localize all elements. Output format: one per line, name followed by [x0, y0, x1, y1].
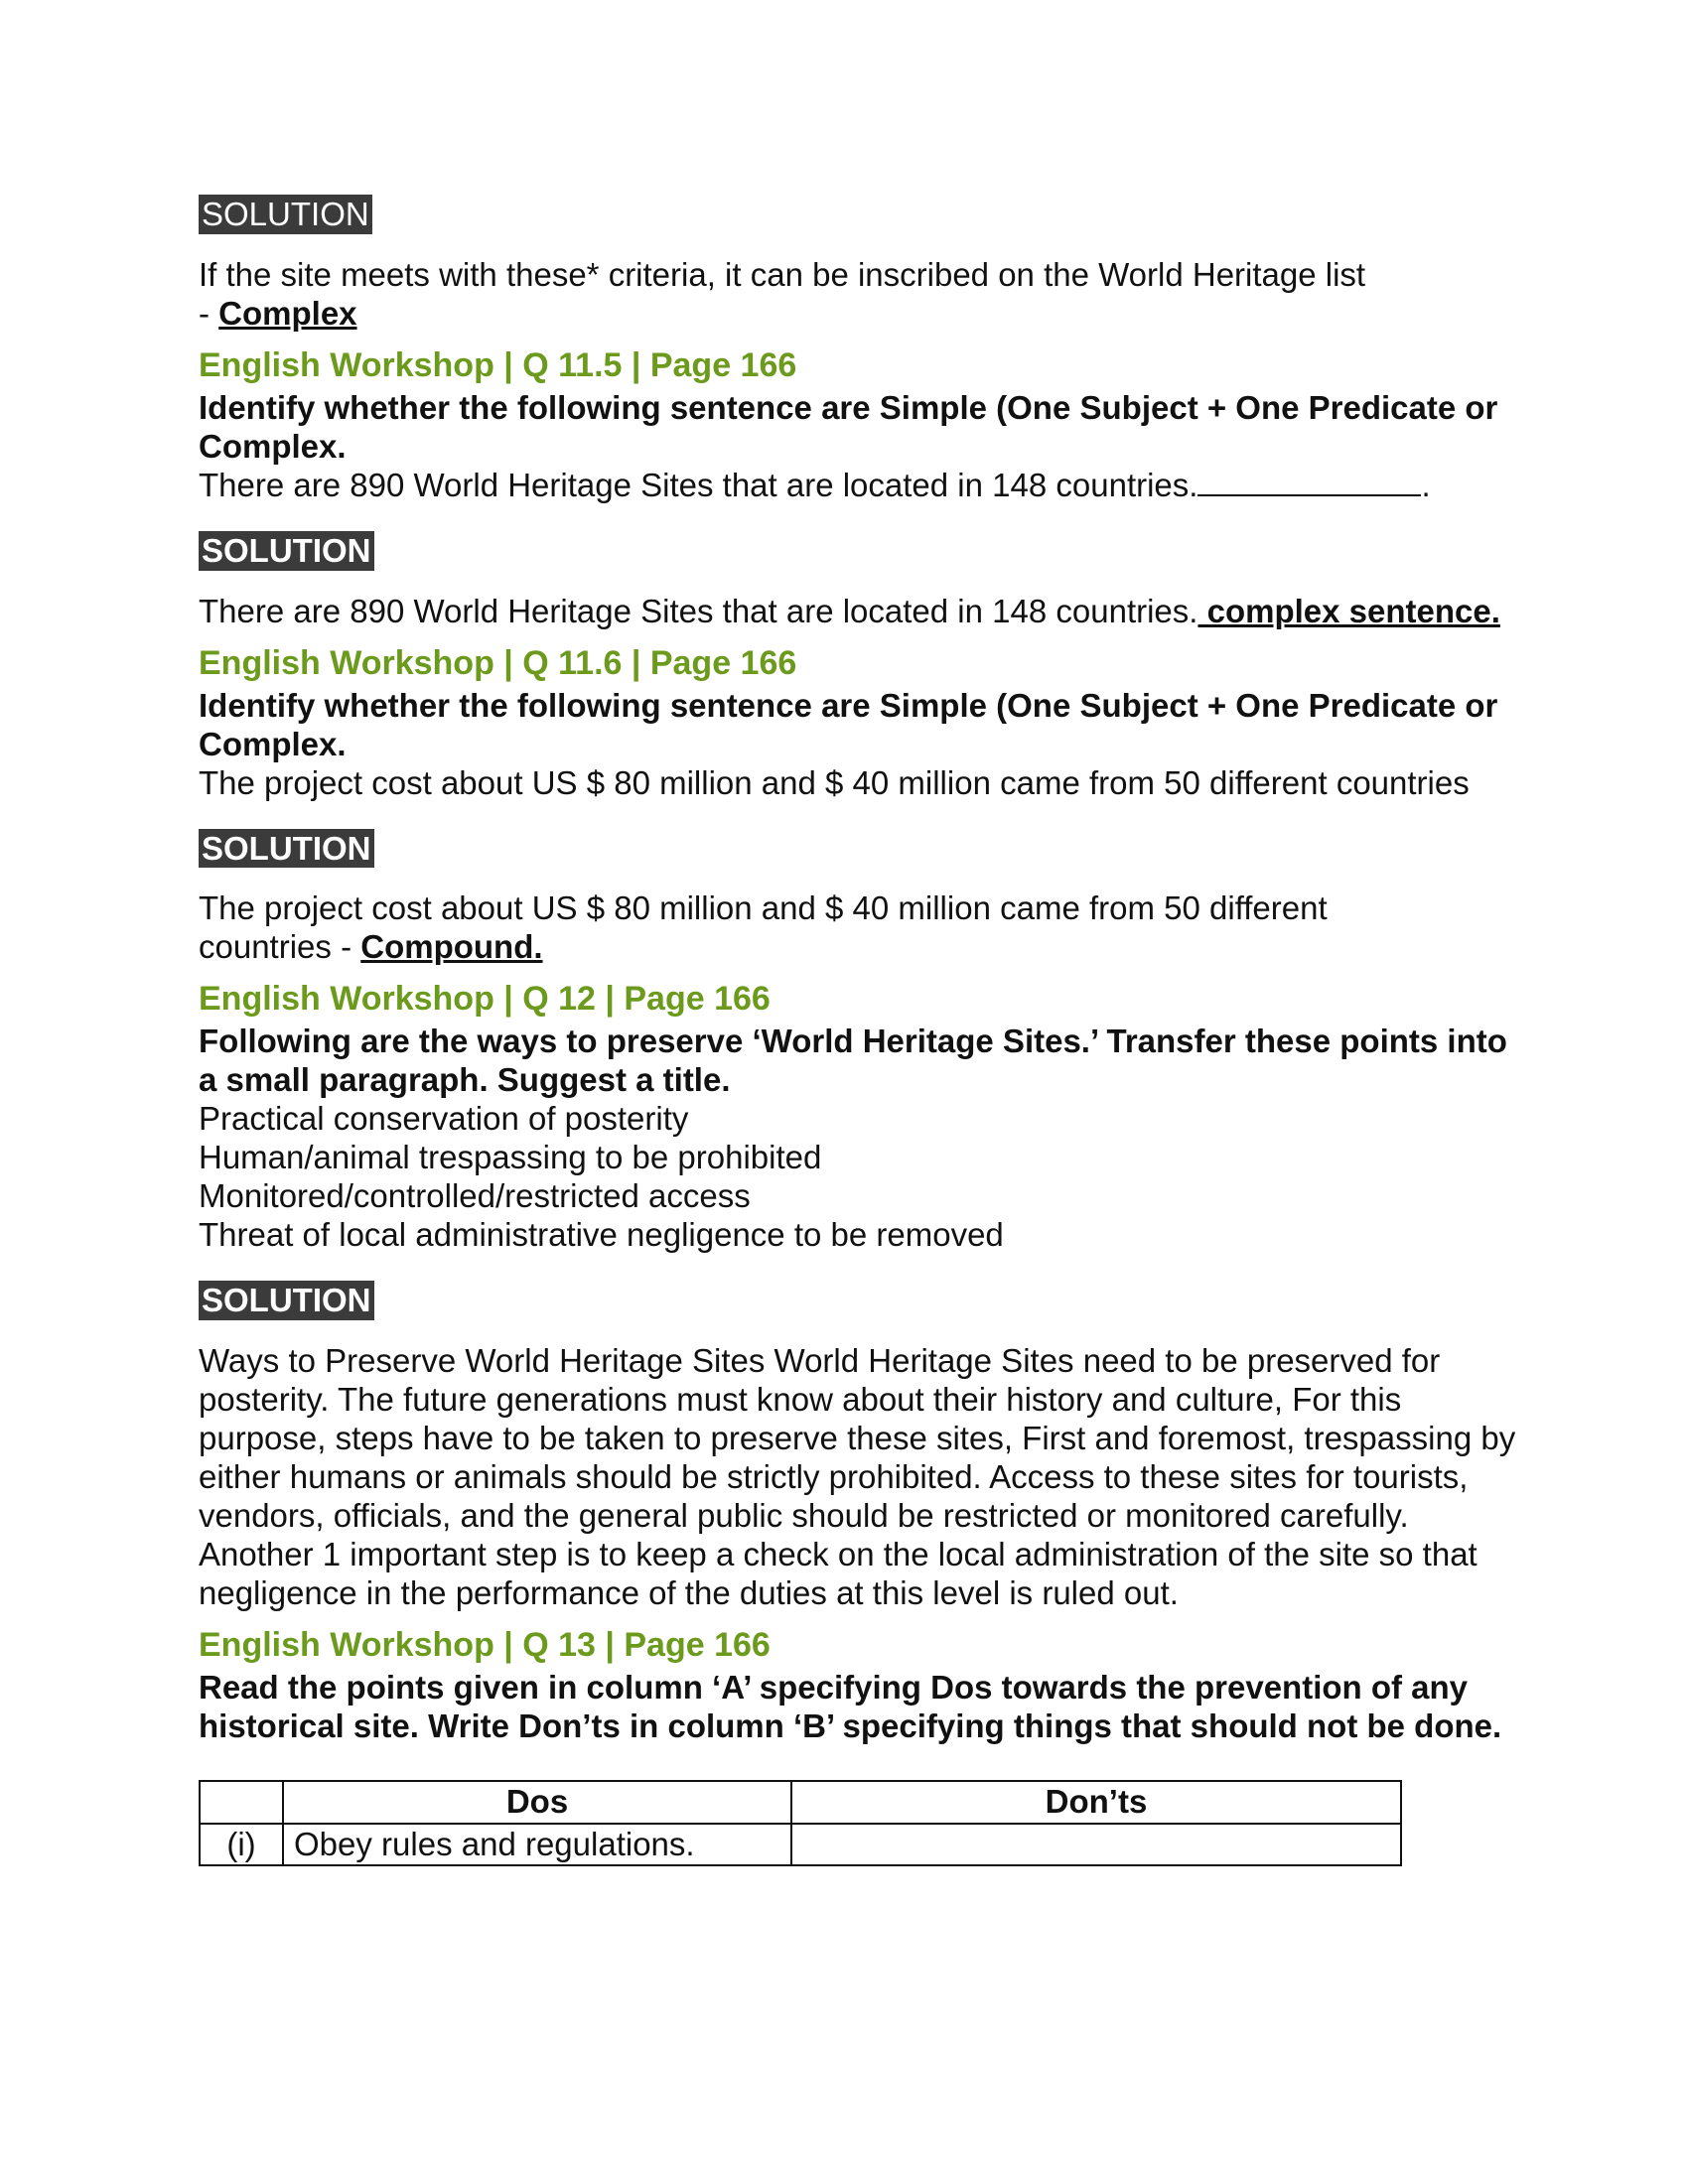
question-sentence: The project cost about US $ 80 million and $ 40 million came from 50 different countries: [199, 763, 1470, 801]
question-heading: English Workshop | Q 13 | Page 166: [199, 1625, 771, 1664]
dos-donts-table: [199, 1780, 1402, 1867]
solution-text: [199, 593, 1519, 631]
table-cell-donts: [791, 1824, 1401, 1866]
solution-badge: SOLUTION: [199, 531, 374, 571]
list-item: Practical conservation of posterity: [199, 1100, 689, 1138]
list-item: Threat of local administrative negligence to be removed: [199, 1216, 1004, 1254]
table-header-row: [200, 1781, 1401, 1824]
points-list: [199, 1100, 1519, 1255]
solution-line: If the site meets with these* criteria, it can be inscribed on the World Heritage list: [199, 255, 1366, 293]
question-text: Read the points given in column ‘A’ specifying Dos towards the prevention of any historical site. Write Don’ts in column ‘B’ specifying things that should not be done.: [199, 1668, 1502, 1744]
solution-text: [199, 889, 1370, 967]
sentence-text: There are 890 World Heritage Sites that are located in 148 countries.: [199, 466, 1198, 503]
question-heading: English Workshop | Q 11.5 | Page 166: [199, 345, 797, 384]
table-cell-dos: Obey rules and regulations.: [283, 1824, 791, 1866]
solution-sentence: The project cost about US $ 80 million and $ 40 million came from 50 different countries -: [199, 889, 1328, 966]
question-text: Identify whether the following sentence are Simple (One Subject + One Predicate or Complex.: [199, 686, 1498, 762]
solution-badge: SOLUTION: [199, 195, 372, 234]
solution-sentence: There are 890 World Heritage Sites that are located in 148 countries.: [199, 592, 1198, 629]
answer-label: Complex: [218, 294, 357, 332]
document-page: [199, 195, 1519, 1866]
table-cell-index: (i): [200, 1824, 283, 1866]
solution-badge: SOLUTION: [199, 829, 374, 869]
answer-label: Compound.: [360, 928, 543, 966]
question-sentence: [199, 467, 1519, 505]
answer-label: complex sentence.: [1197, 592, 1500, 629]
solution-paragraph: Ways to Preserve World Heritage Sites World Heritage Sites need to be preserved for posterity. The future generations must know about their history and culture, For this purpose, steps have to be taken to preserve these sites, First and foremost, trespassing by either humans or animals should be strictly prohibited. Access to these sites for tourists, vendors, officials, and the general public should be restricted or monitored carefully. Another 1 important step is to keep a check on the local administration of the site so that negligence in the performance of the duties at this level is ruled out.: [199, 1342, 1516, 1611]
answer-prefix: -: [199, 294, 219, 332]
table-header-donts: Don’ts: [791, 1781, 1401, 1824]
table-row: [200, 1824, 1401, 1866]
table-header-dos: Dos: [283, 1781, 791, 1824]
list-item: Monitored/controlled/restricted access: [199, 1177, 751, 1215]
answer-blank: [1197, 467, 1421, 496]
solution-badge: SOLUTION: [199, 1281, 374, 1320]
table-header-cell: [200, 1781, 283, 1824]
question-heading: English Workshop | Q 12 | Page 166: [199, 980, 771, 1019]
question-text: Identify whether the following sentence are Simple (One Subject + One Predicate or Complex.: [199, 388, 1498, 465]
question-heading: English Workshop | Q 11.6 | Page 166: [199, 643, 797, 682]
solution-text: [199, 256, 1519, 334]
sentence-end: .: [1421, 466, 1431, 503]
question-text: Following are the ways to preserve ‘World Heritage Sites.’ Transfer these points into a small paragraph. Suggest a title.: [199, 1023, 1507, 1099]
list-item: Human/animal trespassing to be prohibited: [199, 1139, 822, 1176]
